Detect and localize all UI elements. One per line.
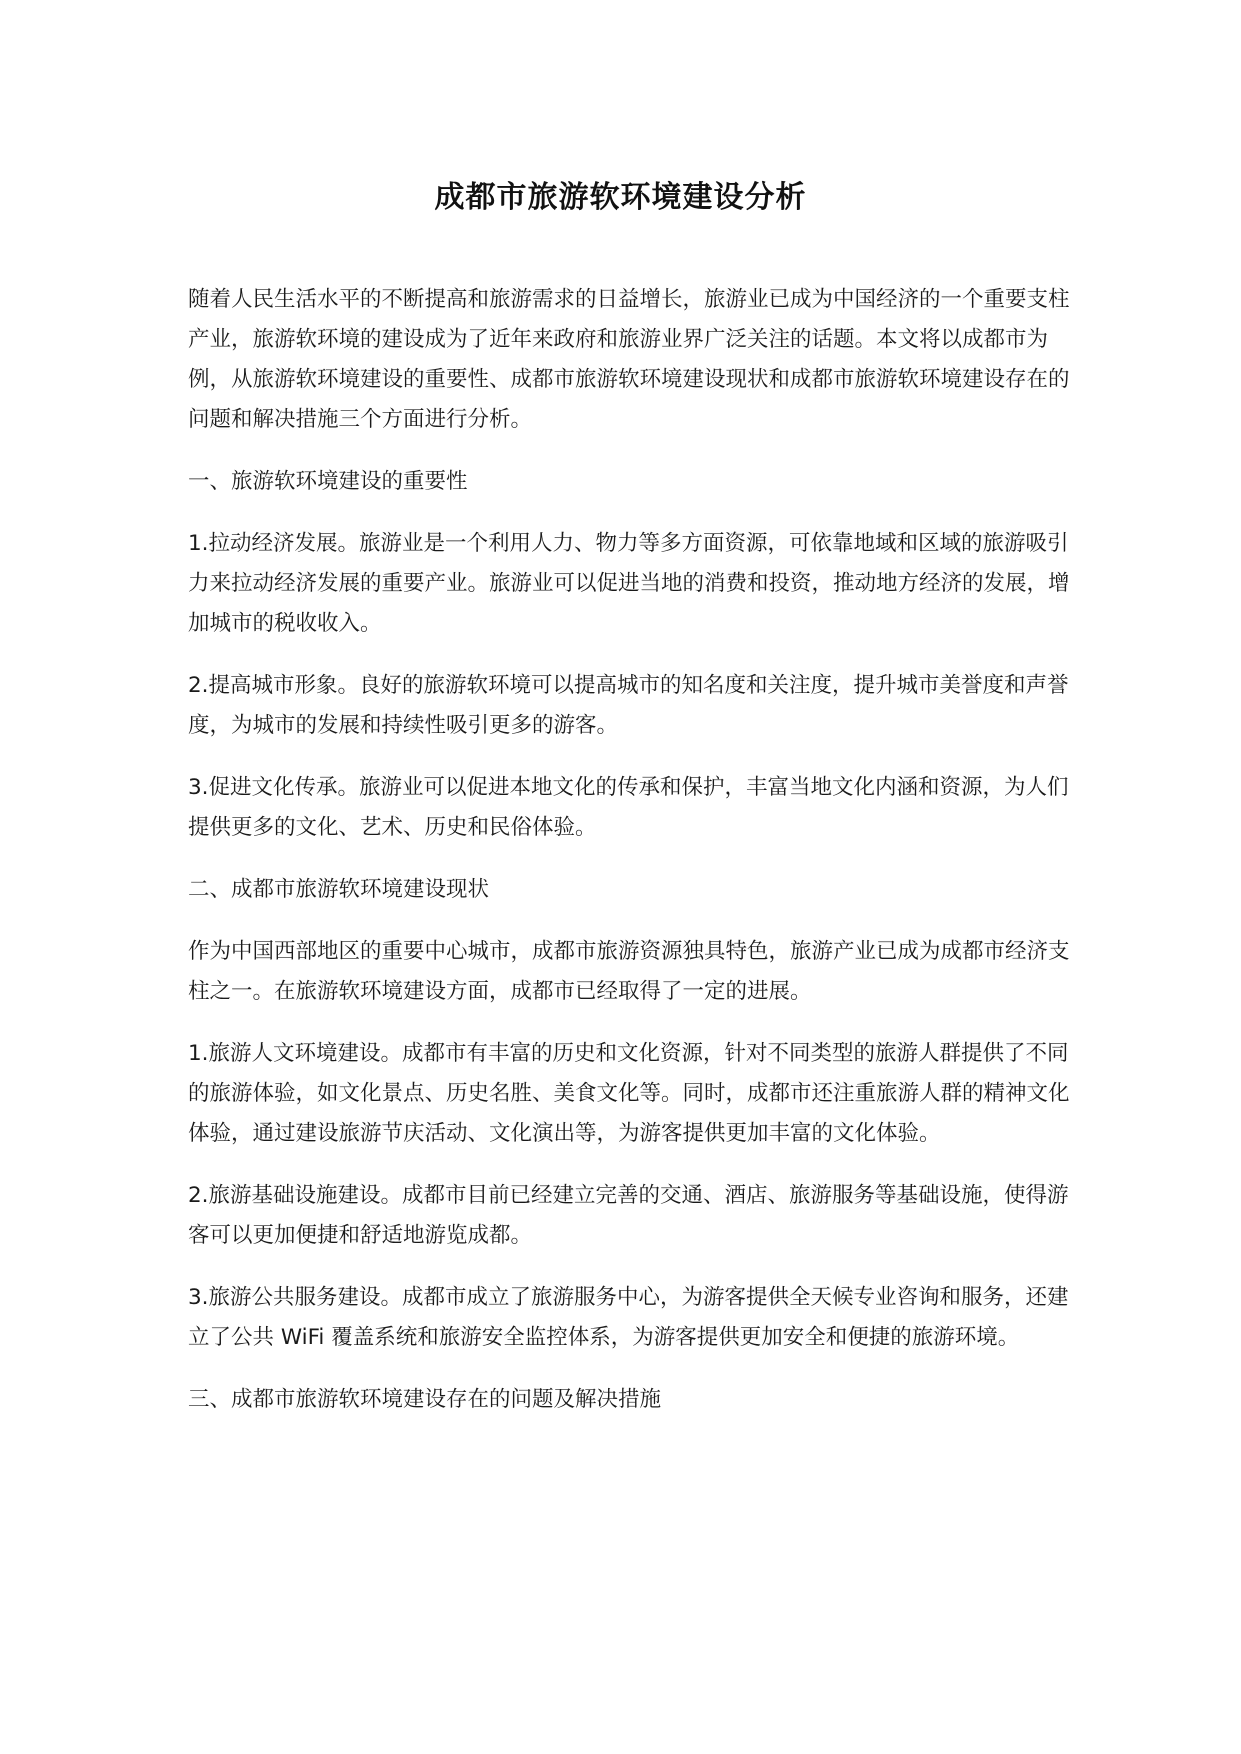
section-2-intro: 作为中国西部地区的重要中心城市，成都市旅游资源独具特色，旅游产业已成为成都市经济支柱之一。在旅游软环境建设方面，成都市已经取得了一定的进展。 — [188, 939, 1070, 1004]
intro-paragraph: 随着人民生活水平的不断提高和旅游需求的日益增长，旅游业已成为中国经济的一个重要支柱产业，旅游软环境的建设成为了近年来政府和旅游业界广泛关注的话题。本文将以成都市为例，从旅游软环境建设的重要性、成都市旅游软环境建设现状和成都市旅游软环境建设存在的问题和解决措施三个方面进行分析。 — [188, 287, 1070, 432]
section-heading-2: 二、成都市旅游软环境建设现状 — [188, 877, 490, 902]
section-1-item-2: 2.提高城市形象。良好的旅游软环境可以提高城市的知名度和关注度，提升城市美誉度和声誉度，为城市的发展和持续性吸引更多的游客。 — [188, 673, 1069, 738]
section-heading-3: 三、成都市旅游软环境建设存在的问题及解决措施 — [188, 1387, 662, 1412]
document-body — [188, 280, 1088, 1442]
section-1-item-3: 3.促进文化传承。旅游业可以促进本地文化的传承和保护，丰富当地文化内涵和资源，为人们提供更多的文化、艺术、历史和民俗体验。 — [188, 775, 1069, 840]
section-heading-1: 一、旅游软环境建设的重要性 — [188, 469, 468, 494]
section-1-item-1: 1.拉动经济发展。旅游业是一个利用人力、物力等多方面资源，可依靠地域和区域的旅游吸引力来拉动经济发展的重要产业。旅游业可以促进当地的消费和投资，推动地方经济的发展，增加城市的税收收入。 — [188, 531, 1070, 636]
section-2-item-3: 3.旅游公共服务建设。成都市成立了旅游服务中心，为游客提供全天候专业咨询和服务，还建立了公共 WiFi 覆盖系统和旅游安全监控体系，为游客提供更加安全和便捷的旅游环境。 — [188, 1285, 1069, 1350]
document-title: 成都市旅游软环境建设分析 — [434, 180, 807, 215]
section-2-item-1: 1.旅游人文环境建设。成都市有丰富的历史和文化资源，针对不同类型的旅游人群提供了不同的旅游体验，如文化景点、历史名胜、美食文化等。同时，成都市还注重旅游人群的精神文化体验，通过建设旅游节庆活动、文化演出等，为游客提供更加丰富的文化体验。 — [188, 1041, 1070, 1146]
section-2-item-2: 2.旅游基础设施建设。成都市目前已经建立完善的交通、酒店、旅游服务等基础设施，使得游客可以更加便捷和舒适地游览成都。 — [188, 1183, 1069, 1248]
